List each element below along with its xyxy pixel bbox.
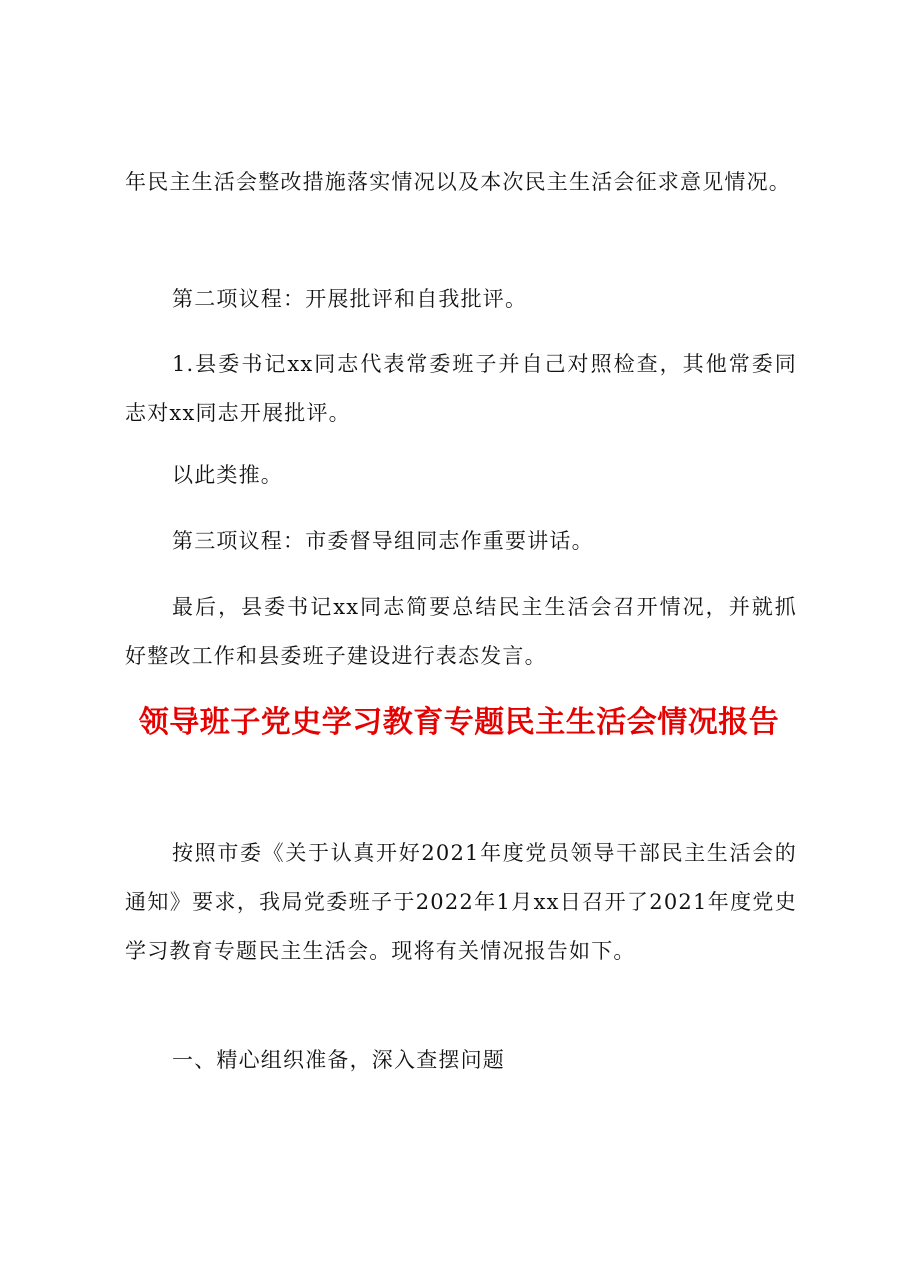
section-heading-1: 一、精心组织准备，深入查摆问题 [172, 1048, 505, 1072]
paragraph-intro: 按照市委《关于认真开好2021年度党员领导干部民主生活会的通知》要求，我局党委班子于2022年1月xx日召开了2021年度党史学习教育专题民主生活会。现将有关情况报告如下。 [125, 841, 797, 963]
paragraph-agenda-item-3: 第三项议程：市委督导组同志作重要讲话。 [172, 529, 594, 553]
paragraph-self-criticism: 1.县委书记xx同志代表常委班子并自己对照检查，其他常委同志对xx同志开展批评。 [125, 352, 797, 425]
paragraph-continuation: 年民主生活会整改措施落实情况以及本次民主生活会征求意见情况。 [125, 170, 791, 194]
report-title: 领导班子党史学习教育专题民主生活会情况报告 [138, 705, 780, 740]
paragraph-agenda-item-2: 第二项议程：开展批评和自我批评。 [172, 287, 528, 311]
paragraph-closing: 最后，县委书记xx同志简要总结民主生活会召开情况，并就抓好整改工作和县委班子建设进行表态发言。 [125, 595, 797, 668]
paragraph-and-so-on: 以此类推。 [172, 463, 283, 487]
